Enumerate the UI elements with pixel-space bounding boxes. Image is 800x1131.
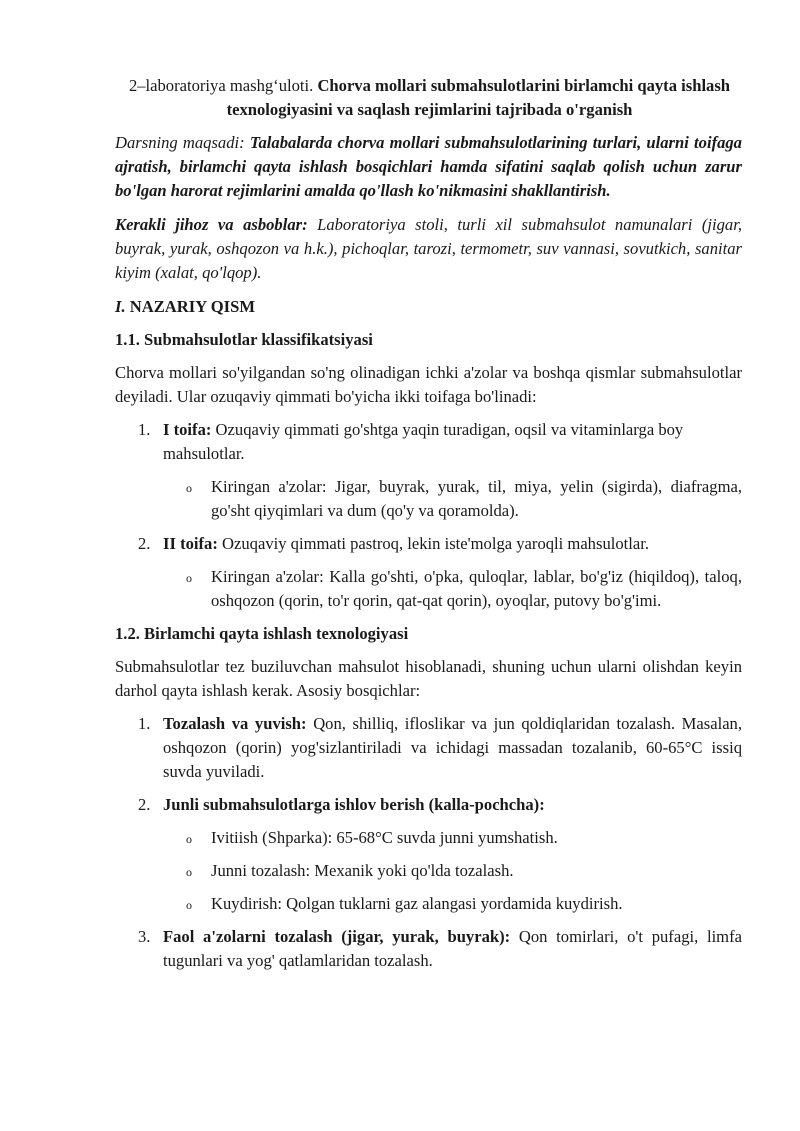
bullet-text: Kuydirish: Qolgan tuklarni gaz alangasi yordamida kuydirish. (211, 894, 623, 913)
list-item (115, 793, 742, 916)
equipment-text: Laboratoriya stoli, turli xil submahsulot namunalari (jigar, buyrak, yurak, oshqozon va h.k.), pichoqlar, tarozi, termometr, suv vannasi, sovutkich, sanitar kiyim (xalat, qo'lqop). (115, 215, 742, 282)
bullet-item (115, 859, 742, 883)
list-number: 3. (138, 927, 151, 946)
lesson-goal (115, 131, 742, 203)
bullet-circle-icon: o (186, 865, 192, 879)
list-item-text: Qon, shilliq, ifloslikar va jun qoldiqlaridan tozalash. Masalan, oshqozon (qorin) yog'sizlantiriladi va ichidagi massadan tozalanib, 60-65°C issiq suvda yuviladi. (163, 714, 743, 781)
bullet-circle-icon: o (186, 898, 192, 912)
equipment-paragraph (115, 213, 742, 285)
goal-label: Darsning maqsadi: (115, 133, 245, 152)
section-title: NAZARIY QISM (129, 297, 255, 316)
list-item-label: I toifa: (163, 420, 212, 439)
processing-steps-list (115, 712, 742, 973)
section-roman: I. (115, 297, 126, 316)
category-list (115, 418, 742, 613)
list-item-text: Ozuqaviy qimmati pastroq, lekin iste'molga yaroqli mahsulotlar. (222, 534, 649, 553)
list-item (115, 925, 742, 973)
list-item-text: Ozuqaviy qimmati go'shtga yaqin turadigan, oqsil va vitaminlarga boy mahsulotlar. (163, 420, 684, 463)
bullet-text: Kiringan a'zolar: Jigar, buyrak, yurak, til, miya, yelin (sigirda), diafragma, go'sht qiyqimlari va dum (qo'y va qoramolda). (211, 477, 742, 520)
goal-text: Talabalarda chorva mollari submahsulotlarining turlari, ularni toifaga ajratish, birlamchi qayta ishlash bosqichlari hamda sifatini saqlab qolish uchun zarur bo'lgan harorat rejimlarini amalda qo'llash ko'nikmasini shakllantirish. (115, 133, 742, 200)
list-item-label: II toifa: (163, 534, 218, 553)
bullet-list (163, 475, 742, 523)
list-number: 2. (138, 795, 151, 814)
list-item (115, 532, 742, 613)
subsection-heading-1-2: 1.2. Birlamchi qayta ishlash texnologiyasi (115, 624, 409, 643)
list-item (115, 712, 742, 784)
bullet-circle-icon: o (186, 481, 192, 495)
subsection-1-1-intro: Chorva mollari so'yilgandan so'ng olinadigan ichki a'zolar va boshqa qismlar submahsulotlar deyiladi. Ular ozuqaviy qimmati bo'yicha ikki toifaga bo'linadi: (115, 363, 742, 406)
list-number: 1. (138, 420, 151, 439)
bullet-item (115, 892, 742, 916)
title-main: Chorva mollari submahsulotlarini birlamchi qayta ishlash texnologiyasini va saqlash rejimlarini tajribada o'rganish (226, 76, 731, 119)
list-number: 2. (138, 534, 151, 553)
section-heading (115, 295, 742, 319)
title-prefix: 2–laboratoriya mashg‘uloti. (128, 76, 314, 95)
list-item-label: Faol a'zolarni tozalash (jigar, yurak, buyrak): (163, 927, 511, 946)
list-item-label: Junli submahsulotlarga ishlov berish (kalla-pochcha): (163, 795, 545, 814)
equipment-label: Kerakli jihoz va asboblar: (115, 215, 308, 234)
subsection-heading-1-1: 1.1. Submahsulotlar klassifikatsiyasi (115, 330, 373, 349)
list-item-label: Tozalash va yuvish: (163, 714, 307, 733)
bullet-text: Kiringan a'zolar: Kalla go'shti, o'pka, quloqlar, lablar, bo'g'iz (hiqildoq), taloq, oshqozon (qorin, to'r qorin, qat-qat qorin), oyoqlar, putovy bo'g'imi. (211, 567, 742, 610)
bullet-list (163, 826, 742, 916)
subsection-1-2-intro: Submahsulotlar tez buziluvchan mahsulot hisoblanadi, shuning uchun ularni olishdan keyin darhol qayta ishlash kerak. Asosiy bosqichlar: (115, 657, 742, 700)
list-item (115, 418, 742, 523)
bullet-item (115, 826, 742, 850)
document-title (115, 74, 742, 122)
bullet-list (163, 565, 742, 613)
document-content (115, 74, 742, 973)
bullet-text: Junni tozalash: Mexanik yoki qo'lda tozalash. (211, 861, 514, 880)
bullet-item (115, 475, 742, 523)
bullet-circle-icon: o (186, 832, 192, 846)
bullet-circle-icon: o (186, 571, 192, 585)
bullet-item (115, 565, 742, 613)
list-item-text: Qon tomirlari, o't pufagi, limfa tugunlari va yog' qatlamlaridan tozalash. (163, 927, 742, 970)
list-number: 1. (138, 714, 151, 733)
bullet-text: Ivitiish (Shparka): 65-68°C suvda junni yumshatish. (211, 828, 558, 847)
